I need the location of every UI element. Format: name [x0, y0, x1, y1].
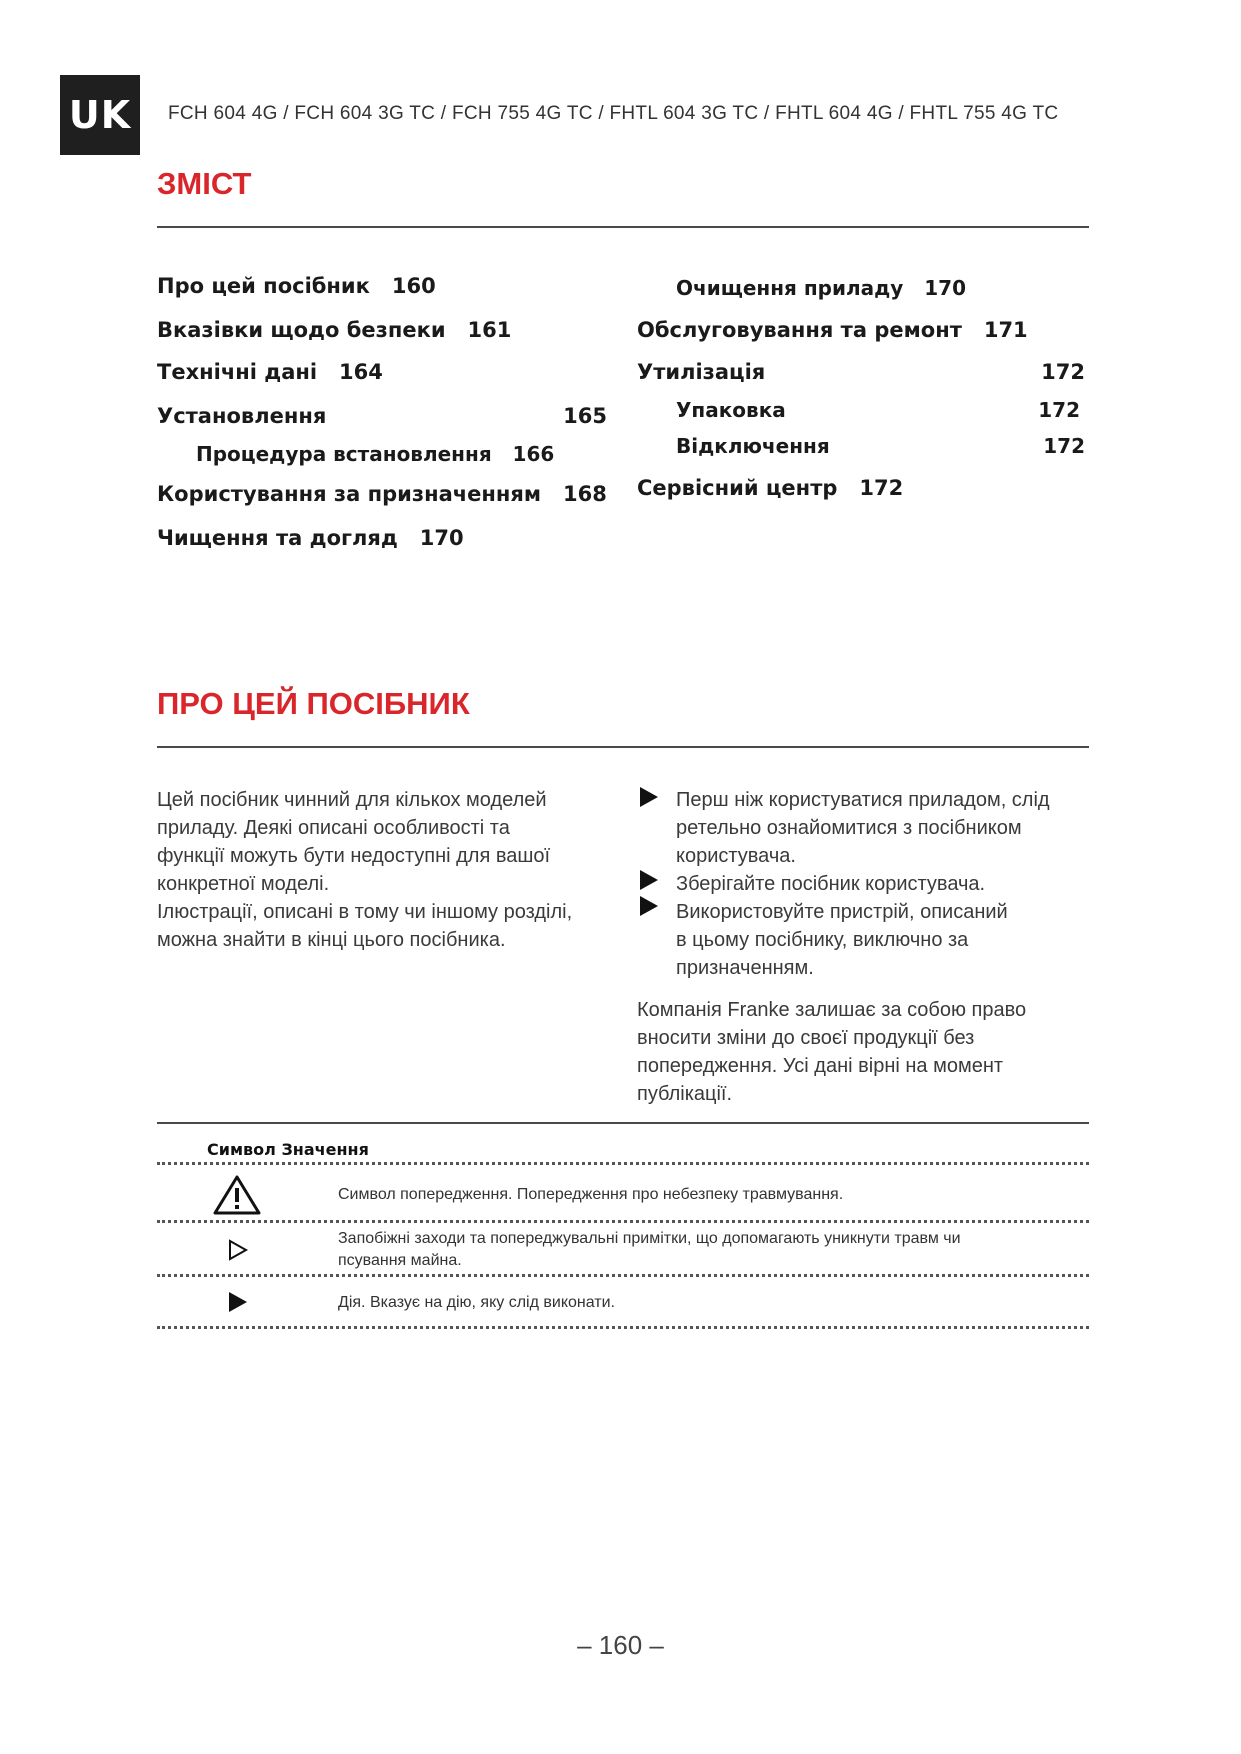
model-list: FCH 604 4G / FCH 604 3G TC / FCH 755 4G TC / FHTL 604 3G TC / FHTL 604 4G / FHTL 755 4G TC — [168, 103, 1059, 124]
about-intro — [157, 786, 617, 954]
toc-item-label: Сервісний центр — [637, 476, 838, 500]
notice-line: вносити зміни до своєї продукції без — [637, 1027, 975, 1049]
symbol-line: Символ попередження. Попередження про небезпеку травмування. — [338, 1186, 844, 1203]
symbol-line: псування майна. — [338, 1252, 462, 1269]
toc-item[interactable] — [157, 360, 383, 384]
toc-item-page: 165 — [563, 404, 607, 428]
about-line: функції можуть бути недоступні для вашої — [157, 845, 551, 867]
toc-subitem[interactable] — [676, 276, 966, 300]
about-line: приладу. Деякі описані особливості та — [157, 817, 510, 839]
toc-item-label: Вказівки щодо безпеки — [157, 318, 446, 342]
notice-line: Компанія Franke залишає за собою право — [637, 999, 1027, 1021]
toc-item-label: Установлення — [157, 404, 327, 428]
toc-title: ЗМІСТ — [157, 166, 252, 201]
toc-item-label: Утилізація — [637, 360, 766, 384]
toc-item-page: 172 — [859, 476, 904, 500]
toc-item-page: 171 — [983, 318, 1028, 342]
toc-item-page: 172 — [1038, 398, 1080, 422]
table-divider — [157, 1274, 1089, 1277]
bullet-line: Перш ніж користуватися приладом, слід — [676, 789, 1050, 811]
toc-subitem[interactable] — [676, 398, 786, 422]
toc-item[interactable] — [157, 274, 436, 298]
bullet-line: ретельно ознайомитися з посібником — [676, 817, 1022, 839]
about-line: Ілюстрації, описані в тому чи іншому розділі, — [157, 901, 573, 923]
toc-item-page: 172 — [1041, 360, 1085, 384]
toc-item-label: Чищення та догляд — [157, 526, 398, 550]
toc-item-label: Упаковка — [676, 398, 786, 422]
action-bullet-icon — [640, 896, 658, 916]
page-number: – 160 – — [577, 1630, 664, 1660]
bullet-line: в цьому посібнику, виключно за — [676, 929, 969, 951]
bullet-line: Використовуйте пристрій, описаний — [676, 901, 1008, 923]
notice-line: попередження. Усі дані вірні на момент — [637, 1055, 1004, 1077]
caution-triangle-icon — [227, 1238, 249, 1262]
action-triangle-icon — [227, 1290, 249, 1314]
warning-icon — [212, 1174, 262, 1216]
notice-line: публікації. — [637, 1083, 733, 1105]
toc-item[interactable] — [637, 318, 1028, 342]
about-rule — [157, 746, 1089, 748]
about-line: можна знайти в кінці цього посібника. — [157, 929, 506, 951]
bullet-line: призначенням. — [676, 957, 814, 979]
toc-item[interactable] — [157, 318, 511, 342]
symbol-table-header: Символ Значення — [207, 1140, 369, 1159]
symbol-line: Запобіжні заходи та попереджувальні примітки, що допомагають уникнути травм чи — [338, 1230, 961, 1247]
toc-item[interactable] — [637, 360, 765, 384]
bullet-item — [676, 786, 1096, 870]
action-bullet-icon — [640, 870, 658, 890]
table-divider — [157, 1220, 1089, 1223]
symbol-line: Дія. Вказує на дію, яку слід виконати. — [338, 1294, 615, 1311]
toc-item[interactable] — [157, 404, 326, 428]
toc-item-label: Технічні дані — [157, 360, 318, 384]
toc-item[interactable] — [157, 526, 464, 550]
toc-item[interactable] — [157, 482, 607, 506]
toc-item[interactable] — [637, 476, 903, 500]
bullet-line: користувача. — [676, 845, 796, 867]
toc-item-label: Процедура встановлення — [196, 442, 492, 466]
toc-item-page: 170 — [924, 276, 966, 300]
toc-item-label: Очищення приладу — [676, 276, 904, 300]
language-badge: UK — [60, 75, 140, 155]
toc-rule — [157, 226, 1089, 228]
toc-subitem[interactable] — [676, 434, 830, 458]
symbol-description — [338, 1292, 1058, 1314]
bullet-item — [676, 870, 1096, 898]
toc-item-page: 172 — [1043, 434, 1085, 458]
toc-item-label: Обслуговування та ремонт — [637, 318, 962, 342]
about-line: Цей посібник чинний для кількох моделей — [157, 789, 547, 811]
symbol-table-rule — [157, 1122, 1089, 1124]
toc-subitem[interactable] — [196, 442, 554, 466]
toc-item-label: Користування за призначенням — [157, 482, 542, 506]
toc-item-page: 160 — [391, 274, 436, 298]
table-divider — [157, 1326, 1089, 1329]
about-title: ПРО ЦЕЙ ПОСІБНИК — [157, 686, 470, 721]
symbol-description — [338, 1228, 1058, 1272]
about-line: конкретної моделі. — [157, 873, 330, 895]
table-divider — [157, 1162, 1089, 1165]
action-bullet-icon — [640, 787, 658, 807]
toc-item-page: 168 — [563, 482, 607, 506]
franke-notice — [637, 996, 1097, 1108]
toc-item-page: 170 — [419, 526, 464, 550]
symbol-description — [338, 1184, 1058, 1206]
toc-item-page: 164 — [339, 360, 383, 384]
toc-item-page: 161 — [467, 318, 512, 342]
bullet-item — [676, 898, 1096, 982]
toc-item-page: 166 — [512, 442, 555, 466]
toc-item-label: Про цей посібник — [157, 274, 370, 298]
bullet-line: Зберігайте посібник користувача. — [676, 873, 986, 895]
toc-item-label: Відключення — [676, 434, 830, 458]
